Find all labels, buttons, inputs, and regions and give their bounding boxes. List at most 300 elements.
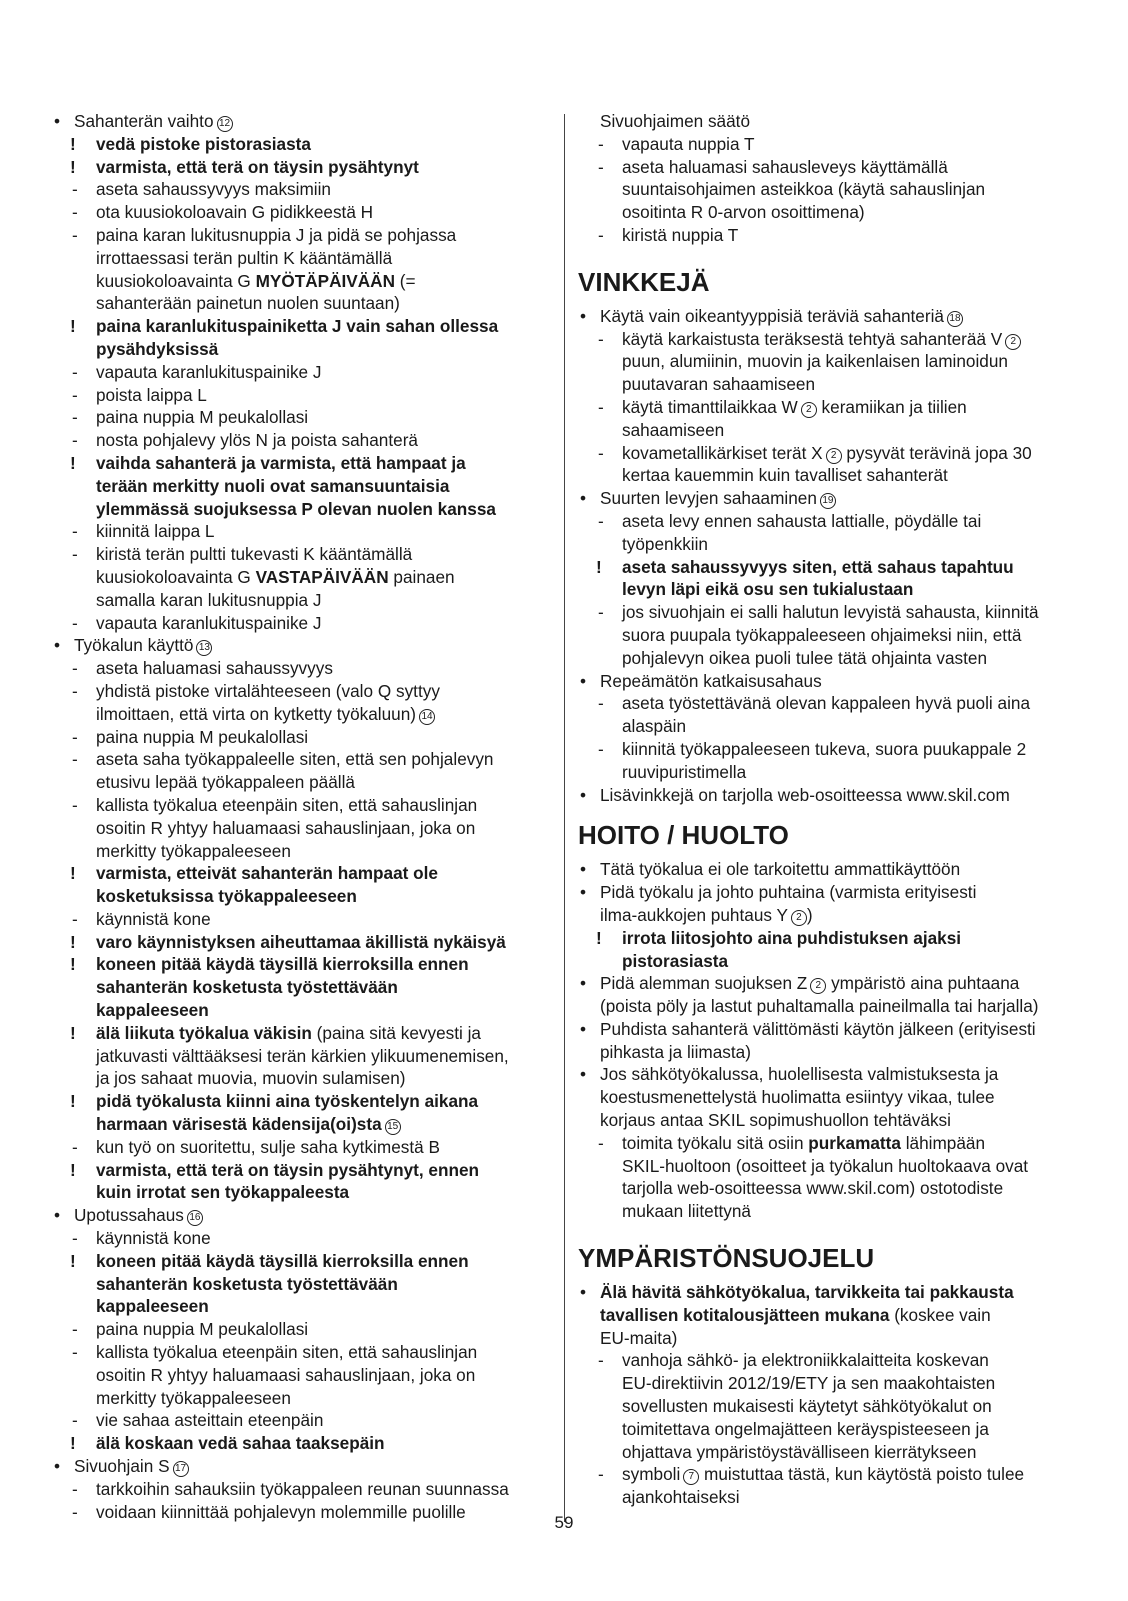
heading-vinkkeja: VINKKEJÄ — [578, 266, 710, 297]
text-line — [52, 361, 552, 384]
list-marker: • — [580, 859, 587, 880]
text-line — [578, 110, 1080, 133]
line-text: käynnistä kone — [96, 908, 211, 929]
text-line — [578, 1177, 1080, 1200]
text-line — [52, 1364, 552, 1387]
text-line — [578, 881, 1080, 904]
list-marker: - — [598, 510, 604, 531]
text-line — [578, 328, 1080, 351]
line-text: aseta haluamasi sahaussyvyys — [96, 658, 333, 679]
text-line — [52, 1455, 552, 1478]
line-text: Sivuohjaimen säätö — [600, 111, 751, 131]
line-text: pihkasta ja liimasta) — [600, 1041, 751, 1062]
text-line — [578, 487, 1080, 510]
line-text: pistorasiasta — [622, 950, 729, 971]
line-text: paina nuppia M peukalollasi — [96, 1319, 309, 1340]
line-text: vapauta karanlukituspainike J — [96, 361, 322, 382]
list-marker: • — [54, 1205, 61, 1226]
text-line — [52, 292, 552, 315]
line-text: EU-maita) — [600, 1327, 678, 1348]
list-marker: • — [54, 1456, 61, 1477]
line-text: varo käynnistyksen aiheuttamaa äkillistä nykäisyä — [96, 931, 506, 952]
list-marker: - — [72, 1342, 78, 1363]
text-line — [52, 908, 552, 931]
line-text: Jos sähkötyökalussa, huolellisesta valmistuksesta ja — [600, 1064, 999, 1085]
list-marker: - — [72, 430, 78, 451]
line-text: jatkuvasti välttääksesi terän kärkien ylikuumenemisen, — [96, 1045, 509, 1066]
line-text: käynnistä kone — [96, 1228, 211, 1249]
text-line — [578, 556, 1080, 579]
list-marker: ! — [70, 156, 76, 177]
line-text: Suurten levyjen sahaaminen — [600, 488, 817, 509]
line-text: mukaan liitettynä — [622, 1201, 751, 1222]
tips-list — [578, 305, 1080, 807]
text-line — [578, 904, 1080, 927]
list-marker: - — [598, 442, 604, 463]
text-line — [52, 543, 552, 566]
list-marker: - — [72, 544, 78, 565]
line-text: kuin irrotat sen työkappaleesta — [96, 1182, 350, 1203]
line-text: aseta sahaussyvyys siten, että sahaus tapahtuu — [622, 556, 1014, 577]
text-line — [52, 1181, 552, 1204]
line-text: harmaan värisestä kädensija(oi)sta — [96, 1114, 382, 1135]
line-text: aseta levy ennen sahausta lattialle, pöydälle tai — [622, 510, 982, 531]
line-text: ajankohtaiseksi — [622, 1487, 740, 1508]
line-text: poista laippa L — [96, 384, 207, 405]
text-line — [578, 1155, 1080, 1178]
list-marker: - — [72, 794, 78, 815]
list-marker: - — [598, 602, 604, 623]
line-text: varmista, että terä on täysin pysähtynyt — [96, 156, 419, 177]
line-text: paina nuppia M peukalollasi — [96, 726, 309, 747]
line-text: pysähdyksissä — [96, 338, 219, 359]
list-marker: • — [54, 635, 61, 656]
list-marker: • — [580, 488, 587, 509]
list-marker: - — [72, 1501, 78, 1522]
line-text: voidaan kiinnittää pohjalevyn molemmille puolille — [96, 1501, 466, 1522]
text-line — [52, 1022, 552, 1045]
list-marker: - — [72, 384, 78, 405]
line-text: nosta pohjalevy ylös N ja poista sahanterä — [96, 430, 418, 451]
figure-reference: 2 — [801, 402, 817, 418]
line-text: ja jos sahaat muovia, muovin sulamisen) — [96, 1068, 406, 1089]
line-text: kuusiokoloavainta G — [96, 270, 256, 291]
line-text-after: muistuttaa tästä, kun käytöstä poisto tulee — [699, 1464, 1025, 1485]
text-line — [578, 1200, 1080, 1223]
text-line — [52, 726, 552, 749]
text-line — [52, 566, 552, 589]
line-text: työpenkkiin — [622, 533, 708, 554]
text-line — [578, 419, 1080, 442]
text-line — [578, 1281, 1080, 1304]
text-line — [52, 1432, 552, 1455]
list-marker: ! — [70, 1433, 76, 1454]
line-text: älä koskaan vedä sahaa taaksepäin — [96, 1433, 385, 1454]
list-marker: - — [72, 1410, 78, 1431]
text-line — [578, 1418, 1080, 1441]
list-marker: ! — [596, 927, 602, 948]
line-text: paina nuppia M peukalollasi — [96, 407, 309, 428]
text-line — [52, 1318, 552, 1341]
text-line — [578, 224, 1080, 247]
line-text: yhdistä pistoke virtalähteeseen (valo Q syttyy — [96, 680, 440, 701]
text-line — [52, 156, 552, 179]
text-line — [52, 885, 552, 908]
line-text-after: lähimpään — [900, 1132, 986, 1153]
figure-reference: 17 — [173, 1461, 189, 1477]
line-text: (poista pöly ja lastut puhaltamalla paineilmalla tai harjalla) — [600, 996, 1039, 1017]
maintenance-list — [578, 858, 1080, 1223]
text-line — [578, 578, 1080, 601]
text-line — [578, 1349, 1080, 1372]
list-marker: - — [72, 726, 78, 747]
text-line — [52, 1409, 552, 1432]
column-divider — [564, 114, 565, 1522]
list-marker: - — [598, 693, 604, 714]
list-marker: ! — [70, 931, 76, 952]
line-emphasis: älä liikuta työkalua väkisin — [96, 1022, 312, 1043]
line-text: kun työ on suoritettu, sulje saha kytkimestä B — [96, 1136, 440, 1157]
line-text: aseta sahaussyvyys maksimiin — [96, 179, 331, 200]
line-text: ruuvipuristimella — [622, 761, 747, 782]
line-text: kappaleeseen — [96, 1296, 209, 1317]
figure-reference: 7 — [683, 1469, 699, 1485]
line-text: merkitty työkappaleeseen — [96, 840, 291, 861]
line-text: Käytä vain oikeantyyppisiä teräviä sahanteriä — [600, 305, 944, 326]
line-text: SKIL-huoltoon (osoitteet ja työkalun huoltokaava ovat — [622, 1155, 1029, 1176]
line-text: vie sahaa asteittain eteenpäin — [96, 1410, 324, 1431]
text-line — [52, 315, 552, 338]
list-marker: - — [598, 1350, 604, 1371]
text-line — [52, 1295, 552, 1318]
right-column — [578, 110, 1080, 1509]
list-marker: • — [580, 784, 587, 805]
text-line — [52, 1045, 552, 1068]
line-text: pidä työkalusta kiinni aina työskentelyn aikana — [96, 1091, 479, 1112]
line-text: levyn läpi eikä osu sen tukialustaan — [622, 579, 914, 600]
text-line — [578, 715, 1080, 738]
list-marker: ! — [70, 1250, 76, 1271]
line-text: osoitin R yhtyy haluamaasi sahauslinjaan, joka on — [96, 817, 476, 838]
list-marker: - — [72, 521, 78, 542]
text-line — [52, 1136, 552, 1159]
text-line — [578, 784, 1080, 807]
text-line — [52, 1478, 552, 1501]
text-line — [52, 1341, 552, 1364]
line-text: käytä timanttilaikkaa W — [622, 396, 798, 417]
text-line — [52, 748, 552, 771]
text-line — [578, 350, 1080, 373]
line-text: kallista työkalua eteenpäin siten, että sahauslinjan — [96, 794, 478, 815]
list-marker: • — [580, 973, 587, 994]
text-line — [52, 976, 552, 999]
text-line — [578, 1372, 1080, 1395]
line-text-after: (paina sitä kevyesti ja — [311, 1022, 481, 1043]
line-text: ohjattava ympäristöystävälliseen kierrätykseen — [622, 1441, 977, 1462]
line-text: koestusmenettelystä huolimatta esiintyy vikaa, tulee — [600, 1087, 995, 1108]
line-text: sahaamiseen — [622, 419, 725, 440]
line-text: kiristä terän pultti tukevasti K kääntämällä — [96, 544, 413, 565]
text-line — [578, 972, 1080, 995]
text-line — [578, 761, 1080, 784]
line-text: kovametallikärkiset terät X — [622, 442, 823, 463]
line-text: kallista työkalua eteenpäin siten, että sahauslinjan — [96, 1342, 478, 1363]
line-emphasis: VASTAPÄIVÄÄN — [255, 566, 389, 587]
figure-reference: 18 — [947, 311, 963, 327]
line-emphasis: MYÖTÄPÄIVÄÄN — [255, 270, 395, 291]
line-text: kappaleeseen — [96, 1000, 209, 1021]
figure-reference: 2 — [810, 978, 826, 994]
text-line — [52, 1227, 552, 1250]
line-text: ota kuusiokoloavain G pidikkeestä H — [96, 202, 374, 223]
text-line — [52, 953, 552, 976]
list-marker: - — [72, 1136, 78, 1157]
list-marker: - — [72, 407, 78, 428]
line-text: tarjolla web-osoitteessa www.skil.com) ostotodiste — [622, 1178, 1004, 1199]
text-line — [52, 657, 552, 680]
line-emphasis: tavallisen kotitalousjätteen mukana — [600, 1304, 890, 1325]
text-line — [578, 1463, 1080, 1486]
list-marker: ! — [70, 452, 76, 473]
line-text: Pidä alemman suojuksen Z — [600, 973, 808, 994]
text-line — [578, 1132, 1080, 1155]
line-text: irrottaessasi terän pultin K kääntämällä — [96, 247, 393, 268]
text-line — [52, 589, 552, 612]
list-marker: - — [72, 224, 78, 245]
line-text: kuusiokoloavainta G — [96, 566, 256, 587]
line-text: käytä karkaistusta teräksestä tehtyä sahanterää V — [622, 328, 1003, 349]
text-line — [52, 338, 552, 361]
figure-reference: 19 — [820, 493, 836, 509]
list-marker: ! — [70, 133, 76, 154]
list-marker: - — [598, 328, 604, 349]
line-text-after: pysyvät terävinä jopa 30 — [841, 442, 1032, 463]
list-marker: • — [54, 111, 61, 131]
line-emphasis: purkamatta — [808, 1132, 901, 1153]
text-line — [52, 931, 552, 954]
line-text: aseta haluamasi sahausleveys käyttämällä — [622, 156, 948, 177]
line-text: vaihda sahanterä ja varmista, että hampaat ja — [96, 452, 466, 473]
line-text: kiristä nuppia T — [622, 224, 739, 245]
list-marker: • — [580, 1018, 587, 1039]
text-line — [578, 442, 1080, 465]
text-line — [52, 178, 552, 201]
text-line — [578, 178, 1080, 201]
text-line — [578, 510, 1080, 533]
text-line — [578, 533, 1080, 556]
text-line — [52, 1204, 552, 1227]
heading-hoito: HOITO / HUOLTO — [578, 820, 789, 851]
line-text: Työkalun käyttö — [74, 635, 194, 656]
text-line — [52, 406, 552, 429]
line-text: pohjalevyn oikea puoli tulee tätä ohjainta vasten — [622, 647, 988, 668]
line-text: korjaus antaa SKIL sopimushuollon tehtäväksi — [600, 1110, 951, 1131]
text-line — [578, 738, 1080, 761]
text-line — [578, 1304, 1080, 1327]
text-line — [52, 270, 552, 293]
text-line — [52, 817, 552, 840]
text-line — [52, 475, 552, 498]
left-column — [52, 110, 552, 1523]
line-text: sahanterään painetun nuolen suuntaan) — [96, 293, 400, 314]
text-line — [52, 703, 552, 726]
text-line — [52, 452, 552, 475]
line-text: aseta saha työkappaleelle siten, että sen pohjalevyn — [96, 749, 494, 770]
text-line — [52, 384, 552, 407]
list-marker: ! — [596, 556, 602, 577]
line-text: suuntaisohjaimen asteikkoa (käytä sahauslinjan — [622, 179, 986, 200]
line-text: osoitinta R 0-arvon osoittimena) — [622, 202, 865, 223]
list-marker: ! — [70, 316, 76, 337]
line-text: jos sivuohjain ei salli halutun levyistä sahausta, kiinnitä — [622, 602, 1039, 623]
text-line — [578, 156, 1080, 179]
text-line — [578, 1086, 1080, 1109]
text-line — [52, 862, 552, 885]
text-line — [578, 133, 1080, 156]
figure-reference: 2 — [1005, 334, 1021, 350]
page-number: 59 — [554, 1513, 574, 1532]
line-text: alaspäin — [622, 716, 687, 737]
line-text: etusivu lepää työkappaleen päällä — [96, 772, 355, 793]
list-marker: - — [72, 361, 78, 382]
text-line — [52, 794, 552, 817]
list-marker: - — [72, 680, 78, 701]
text-line — [52, 224, 552, 247]
text-line — [52, 1159, 552, 1182]
list-marker: - — [598, 738, 604, 759]
text-line — [578, 1063, 1080, 1086]
line-text: paina karanlukituspainiketta J vain sahan ollessa — [96, 316, 499, 337]
line-text: vanhoja sähkö- ja elektroniikkalaitteita koskevan — [622, 1350, 989, 1371]
list-marker: ! — [70, 1091, 76, 1112]
list-marker: - — [72, 612, 78, 633]
list-marker: - — [72, 908, 78, 929]
line-text: Sivuohjain S — [74, 1456, 170, 1477]
list-marker: ! — [70, 954, 76, 975]
line-text: aseta työstettävänä olevan kappaleen hyvä puoli aina — [622, 693, 1031, 714]
text-line — [578, 647, 1080, 670]
text-line — [52, 429, 552, 452]
list-marker: ! — [70, 863, 76, 884]
list-marker: - — [72, 179, 78, 200]
heading-ymparisto: YMPÄRISTÖNSUOJELU — [578, 1243, 875, 1274]
line-text: varmista, etteivät sahanterän hampaat ole — [96, 863, 438, 884]
list-marker: - — [72, 202, 78, 223]
line-text-after: painaen — [388, 566, 455, 587]
list-marker: • — [580, 305, 587, 326]
line-text: sovellusten mukaisesti käytetyt sähkötyökalut on — [622, 1396, 992, 1417]
figure-reference: 16 — [187, 1210, 203, 1226]
line-text: puutavaran sahaamiseen — [622, 374, 816, 395]
environment-list — [578, 1281, 1080, 1509]
line-text: vapauta karanlukituspainike J — [96, 612, 322, 633]
line-text: vapauta nuppia T — [622, 133, 755, 154]
list-marker: - — [72, 658, 78, 679]
list-marker: ! — [70, 1159, 76, 1180]
text-line — [52, 999, 552, 1022]
text-line — [52, 498, 552, 521]
text-line — [578, 670, 1080, 693]
line-text: Tätä työkalua ei ole tarkoitettu ammattikäyttöön — [600, 859, 961, 880]
text-line — [578, 201, 1080, 224]
figure-reference: 13 — [196, 640, 212, 656]
list-marker: - — [72, 1319, 78, 1340]
line-text: Sahanterän vaihto — [74, 111, 214, 131]
text-line — [52, 520, 552, 543]
text-line — [578, 1109, 1080, 1132]
list-marker: - — [598, 224, 604, 245]
text-line — [578, 692, 1080, 715]
line-text: Älä hävitä sähkötyökalua, tarvikkeita tai pakkausta — [600, 1282, 1014, 1303]
list-marker: - — [72, 1478, 78, 1499]
text-line — [578, 950, 1080, 973]
list-marker: • — [580, 882, 587, 903]
text-line — [578, 927, 1080, 950]
text-line — [52, 110, 552, 133]
line-text: koneen pitää käydä täysillä kierroksilla ennen — [96, 954, 469, 975]
line-text: irrota liitosjohto aina puhdistuksen ajaksi — [622, 927, 962, 948]
text-line — [52, 1387, 552, 1410]
list-marker: - — [598, 396, 604, 417]
line-text: ilmoittaen, että virta on kytketty työkaluun) — [96, 703, 417, 724]
text-line — [52, 840, 552, 863]
text-line — [578, 1486, 1080, 1509]
line-text: osoitin R yhtyy haluamaasi sahauslinjaan, joka on — [96, 1364, 476, 1385]
text-line — [52, 1273, 552, 1296]
line-text: varmista, että terä on täysin pysähtynyt, ennen — [96, 1159, 480, 1180]
text-line — [578, 858, 1080, 881]
text-line — [578, 396, 1080, 419]
text-line — [52, 247, 552, 270]
list-marker: - — [72, 749, 78, 770]
line-text-after: (koskee vain — [889, 1304, 991, 1325]
list-marker: - — [72, 1228, 78, 1249]
line-text: koneen pitää käydä täysillä kierroksilla ennen — [96, 1250, 469, 1271]
line-text-after: ) — [806, 904, 813, 925]
line-text: paina karan lukitusnuppia J ja pidä se pohjassa — [96, 224, 457, 245]
text-line — [52, 1067, 552, 1090]
text-line — [52, 771, 552, 794]
line-text: toimitettava ongelmajätteen keräyspisteeseen ja — [622, 1418, 989, 1439]
line-text: kosketuksissa työkappaleeseen — [96, 886, 357, 907]
line-text-after: keramiikan ja tiilien — [816, 396, 967, 417]
line-text: sahanterän kosketusta työstettävään — [96, 1273, 398, 1294]
text-line — [578, 601, 1080, 624]
figure-reference: 2 — [826, 448, 842, 464]
text-line — [578, 1041, 1080, 1064]
line-text: kiinnitä laippa L — [96, 521, 215, 542]
line-text: sahanterän kosketusta työstettävään — [96, 977, 398, 998]
text-line — [52, 1090, 552, 1113]
side-guide-adjustment — [578, 110, 1080, 247]
line-text: merkitty työkappaleeseen — [96, 1387, 291, 1408]
line-text: puun, alumiinin, muovin ja kaikenlaisen laminoidun — [622, 351, 1008, 372]
text-line — [52, 634, 552, 657]
text-line — [52, 680, 552, 703]
text-line — [578, 1327, 1080, 1350]
list-marker: - — [598, 133, 604, 154]
list-marker: - — [598, 1464, 604, 1485]
text-line — [578, 1395, 1080, 1418]
line-text: vedä pistoke pistorasiasta — [96, 133, 311, 154]
line-text: Pidä työkalu ja johto puhtaina (varmista erityisesti — [600, 882, 977, 903]
line-text: samalla karan lukitusnuppia J — [96, 589, 322, 610]
text-line — [578, 995, 1080, 1018]
line-text: toimita työkalu sitä osiin — [622, 1132, 809, 1153]
figure-reference: 14 — [419, 709, 435, 725]
list-marker: • — [580, 670, 587, 691]
line-text: Repeämätön katkaisusahaus — [600, 670, 822, 691]
